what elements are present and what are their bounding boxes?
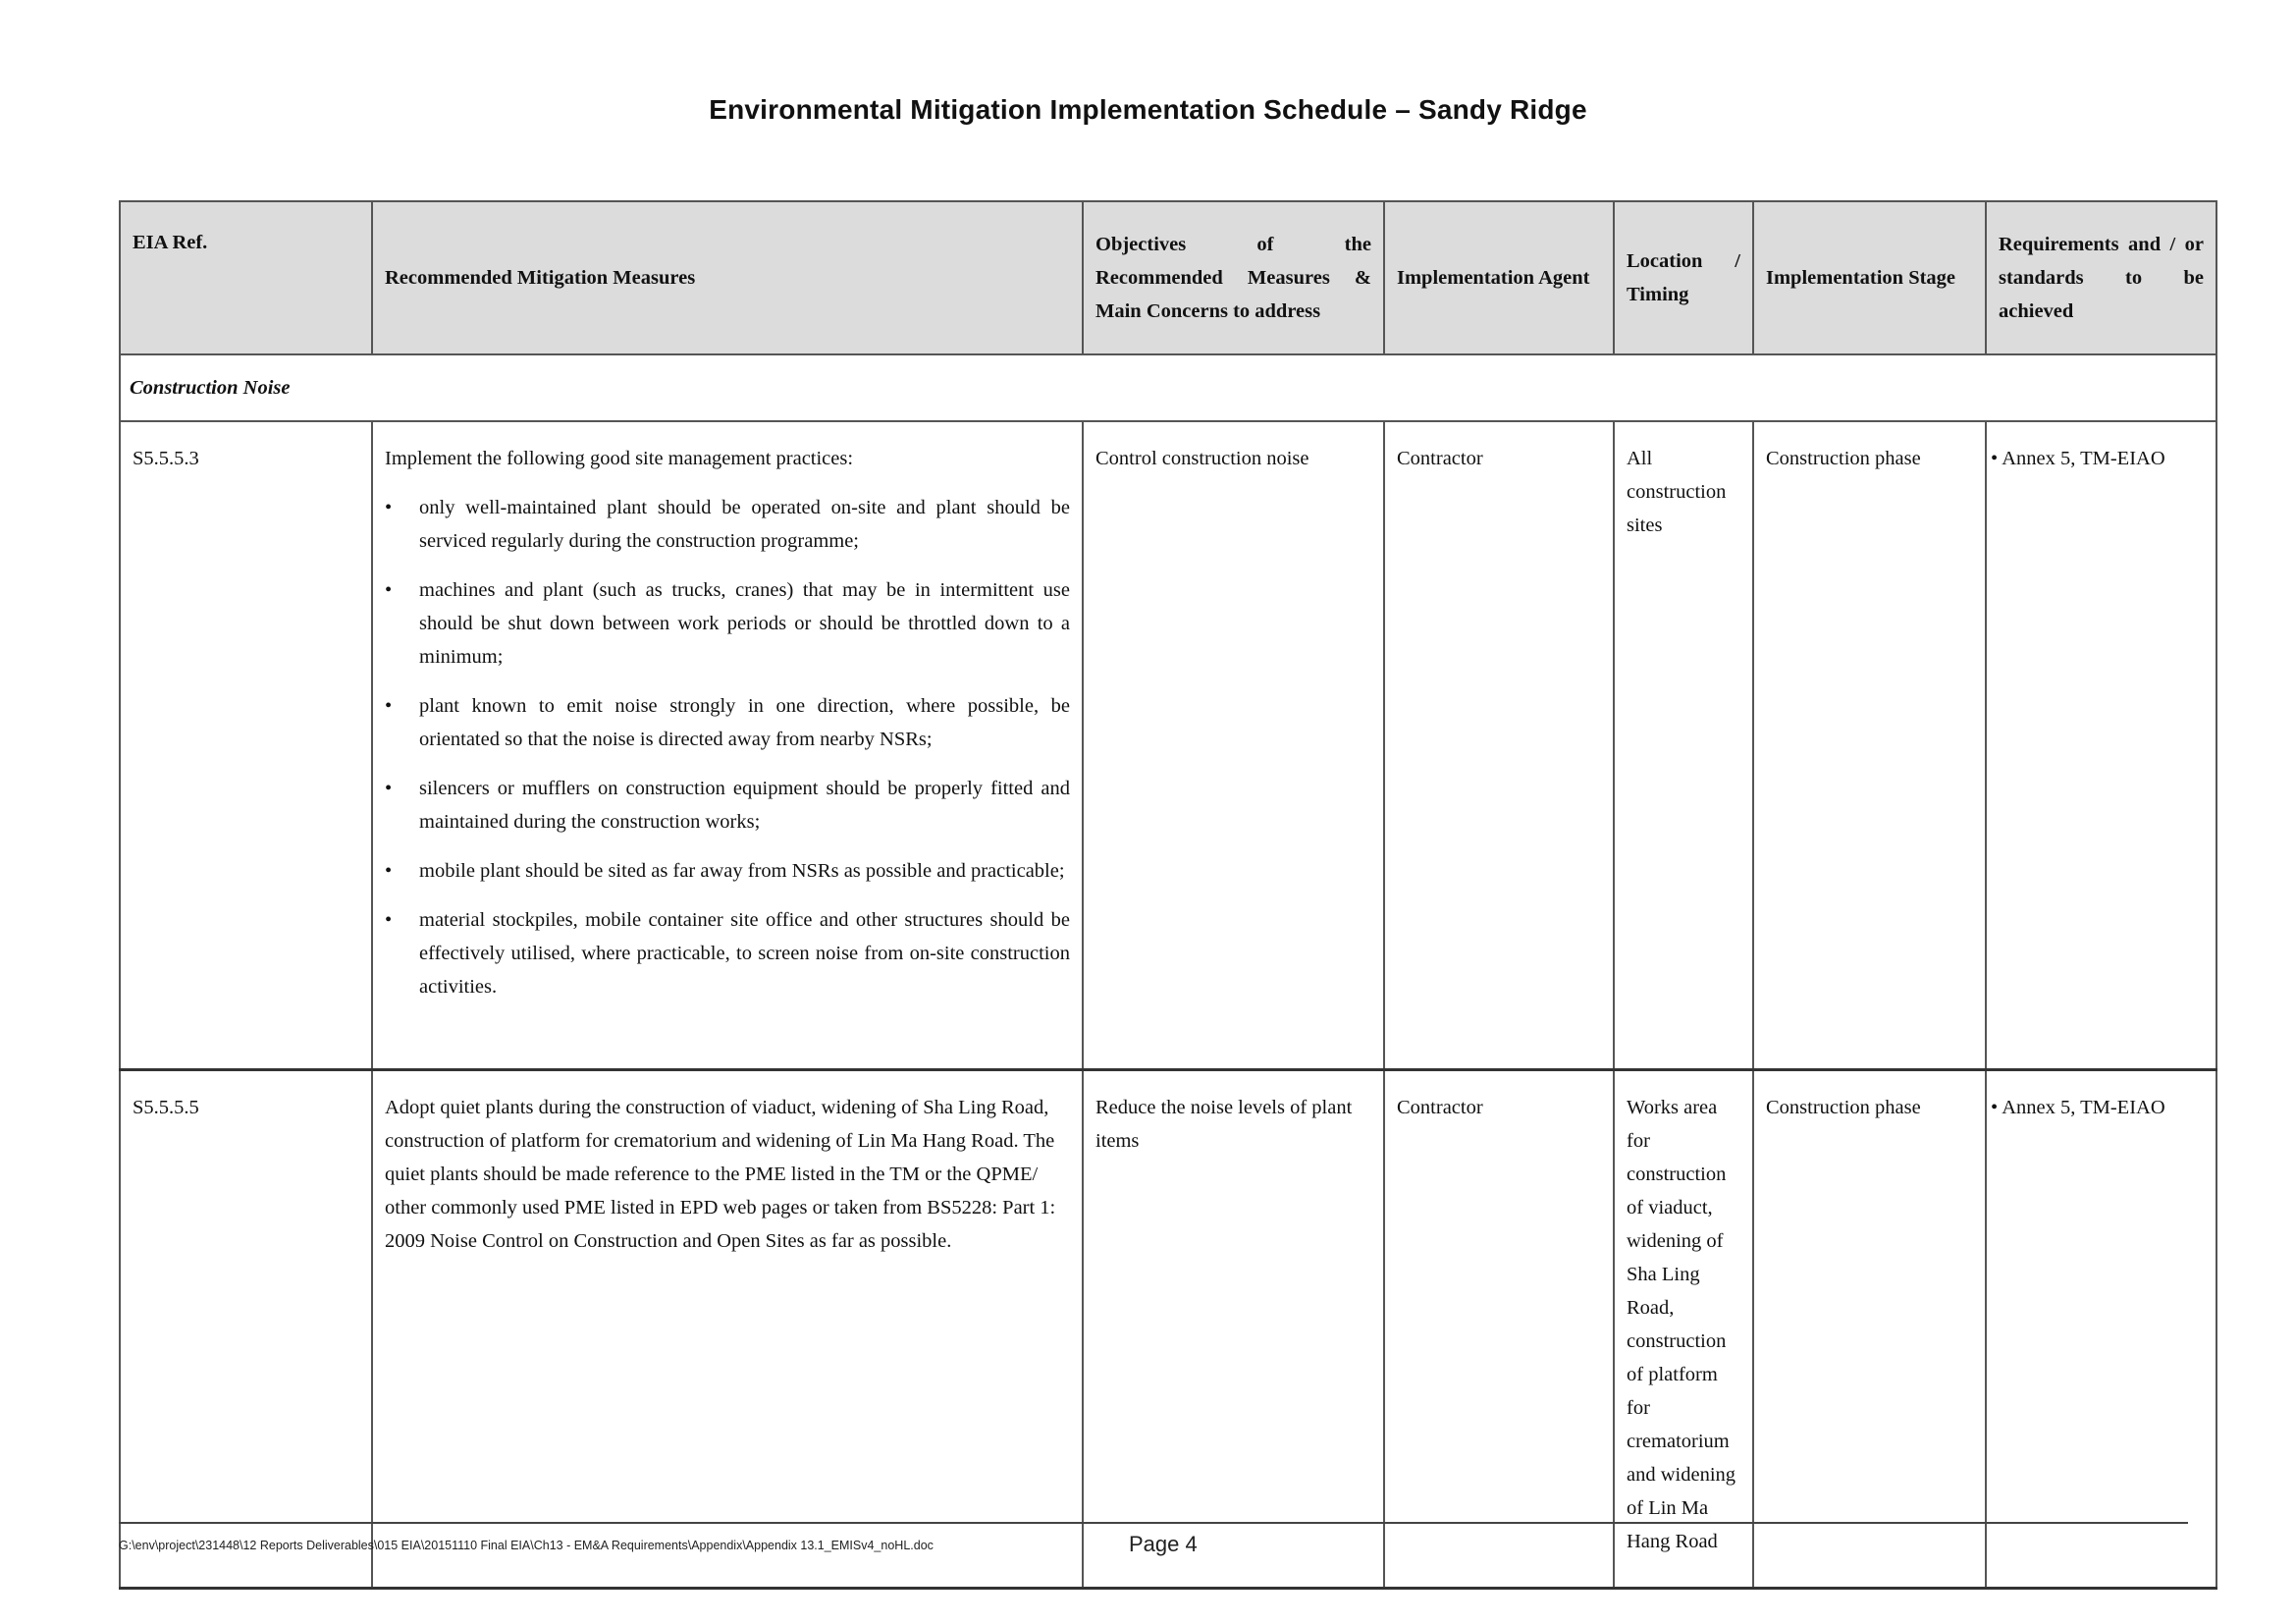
agent-cell: Contractor — [1384, 421, 1614, 1070]
list-item: • only well-maintained plant should be operated on-site and plant should be serviced regularly during the construction programme; — [385, 491, 1070, 558]
list-item: • silencers or mufflers on construction equipment should be properly fitted and maintained during the construction works; — [385, 772, 1070, 839]
header-objectives: Objectives of the Recommended Measures & Main Concerns to address — [1083, 201, 1384, 354]
section-title: Construction Noise — [120, 354, 2216, 421]
requirement-text: Annex 5, TM-EIAO — [2002, 448, 2165, 469]
list-item: • plant known to emit noise strongly in one direction, where possible, be orientated so that the noise is directed away from nearby NSRs; — [385, 689, 1070, 756]
section-row — [120, 354, 2216, 421]
location-cell: Works area for construction of viaduct, widening of Sha Ling Road, construction of platform for crematorium and widening of Lin Ma Hang Road — [1614, 1070, 1753, 1589]
footer-file-path: G:\env\project\231448\12 Reports Deliverables\015 EIA\20151110 Final EIA\Ch13 - EM&A Requirements\Appendix\Appendix 13.1_EMISv4_noHL.doc — [119, 1539, 934, 1552]
agent-cell: Contractor — [1384, 1070, 1614, 1589]
requirement-text: Annex 5, TM-EIAO — [2002, 1097, 2165, 1118]
measures-cell: Adopt quiet plants during the construction of viaduct, widening of Sha Ling Road, construction of platform for crematorium and widening of Lin Ma Hang Road. The quiet plants should be made reference to the PME listed in the TM or the QPME/ other commonly used PME listed in EPD web pages or taken from BS5228: Part 1: 2009 Noise Control on Construction and Open Sites as far as possible. — [372, 1070, 1083, 1589]
objective-cell: Reduce the noise levels of plant items — [1083, 1070, 1384, 1589]
table-row — [120, 1070, 2216, 1589]
list-item: • mobile plant should be sited as far away from NSRs as possible and practicable; — [385, 854, 1070, 888]
stage-cell: Construction phase — [1753, 421, 1986, 1070]
header-agent: Implementation Agent — [1384, 201, 1614, 354]
header-stage: Implementation Stage — [1753, 201, 1986, 354]
measures-cell — [372, 421, 1083, 1070]
requirement-cell — [1986, 421, 2216, 1070]
eia-ref-cell: S5.5.5.5 — [120, 1070, 372, 1589]
list-item: • material stockpiles, mobile container site office and other structures should be effectively utilised, where practicable, to screen noise from on-site construction activities. — [385, 903, 1070, 1003]
list-item: • machines and plant (such as trucks, cranes) that may be in intermittent use should be shut down between work periods or should be throttled down to a minimum; — [385, 573, 1070, 674]
page-title: Environmental Mitigation Implementation Schedule – Sandy Ridge — [709, 94, 1587, 125]
objective-cell: Control construction noise — [1083, 421, 1384, 1070]
bullet-icon: • — [1991, 1097, 1999, 1118]
table-row — [120, 421, 2216, 1070]
header-measures: Recommended Mitigation Measures — [372, 201, 1083, 354]
footer-divider — [119, 1522, 2188, 1524]
stage-cell: Construction phase — [1753, 1070, 1986, 1589]
page-number: Page 4 — [1129, 1532, 1198, 1556]
header-location: Location / Timing — [1614, 201, 1753, 354]
measures-intro: Implement the following good site management practices: — [385, 448, 854, 469]
header-eia-ref: EIA Ref. — [120, 201, 372, 354]
location-cell: All construction sites — [1614, 421, 1753, 1070]
header-requirements: Requirements and / or standards to be achieved — [1986, 201, 2216, 354]
measures-list — [385, 491, 1070, 1003]
table-header — [120, 201, 2216, 354]
bullet-icon: • — [1991, 448, 1999, 469]
eia-ref-cell: S5.5.5.3 — [120, 421, 372, 1070]
implementation-schedule-table — [119, 200, 2217, 1590]
requirement-cell — [1986, 1070, 2216, 1589]
